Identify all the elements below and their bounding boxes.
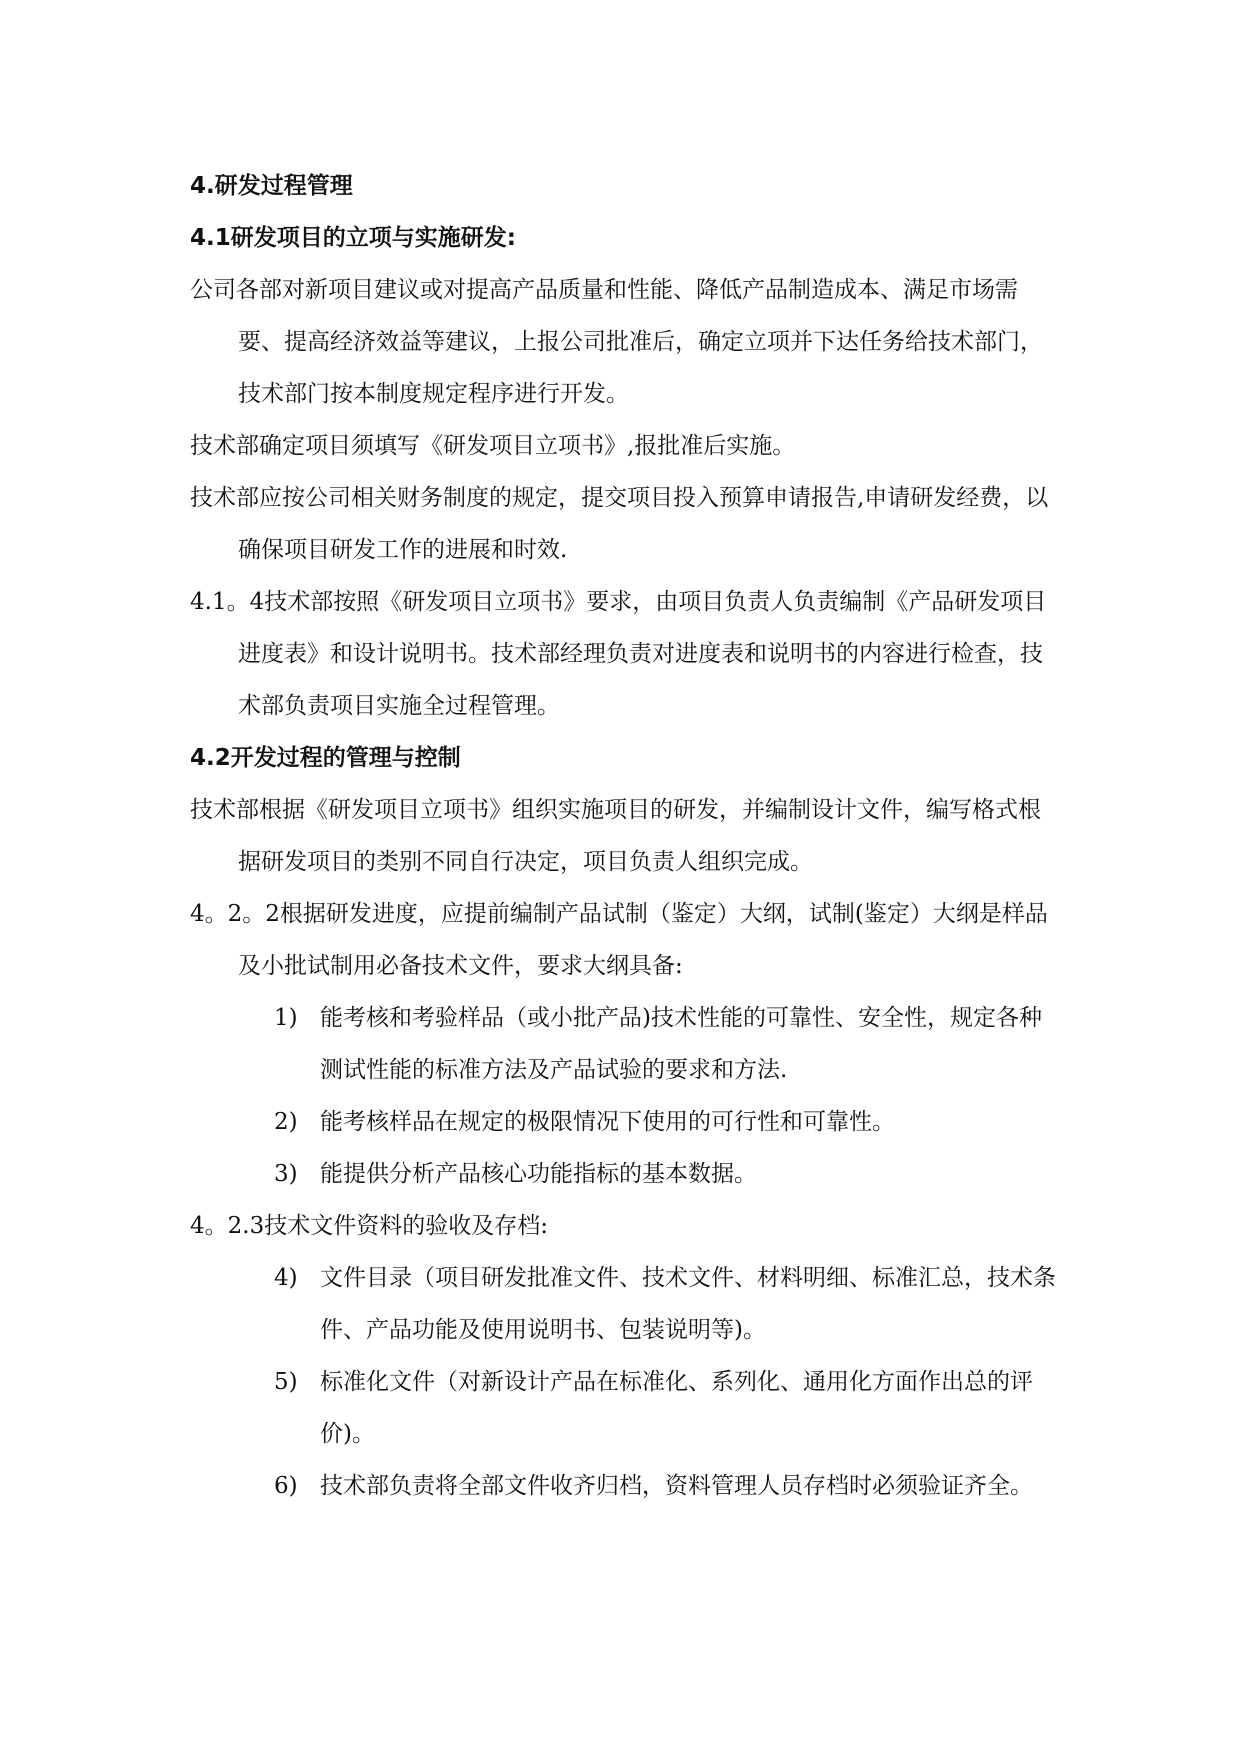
paragraph: 技术部根据《研发项目立项书》组织实施项目的研发，并编制设计文件，编写格式根据研发项目的类别不同自行决定，项目负责人组织完成。: [190, 797, 1041, 875]
paragraph: 公司各部对新项目建议或对提高产品质量和性能、降低产品制造成本、满足市场需要、提高经济效益等建议，上报公司批准后，确定立项并下达任务给技术部门，技术部门按本制度规定程序进行开发。: [190, 277, 1043, 407]
list-item: [190, 1148, 1060, 1200]
list-item-text: 能提供分析产品核心功能指标的基本数据。: [320, 1161, 757, 1187]
list-item: [190, 1252, 1060, 1356]
list-item-text: 能考核样品在规定的极限情况下使用的可行性和可靠性。: [320, 1109, 895, 1135]
list-number: 5): [274, 1369, 298, 1395]
paragraph: 4.1。4技术部按照《研发项目立项书》要求，由项目负责人负责编制《产品研发项目进度表》和设计说明书。技术部经理负责对进度表和说明书的内容进行检查，技术部负责项目实施全过程管理。: [190, 589, 1047, 719]
list-item: [190, 1356, 1060, 1460]
paragraph: 技术部确定项目须填写《研发项目立项书》,报批准后实施。: [190, 433, 796, 459]
document-body: [190, 160, 1060, 1512]
paragraph: 技术部应按公司相关财务制度的规定，提交项目投入预算申请报告,申请研发经费，以确保项目研发工作的进展和时效.: [190, 485, 1049, 563]
list-number: 2): [274, 1109, 298, 1135]
section-heading: 4.研发过程管理: [190, 173, 353, 199]
list-number: 3): [274, 1161, 298, 1187]
paragraph: 4。2。2根据研发进度，应提前编制产品试制（鉴定）大纲，试制(鉴定）大纲是样品及小批试制用必备技术文件，要求大纲具备:: [190, 901, 1048, 979]
paragraph: 4。2.3技术文件资料的验收及存档:: [190, 1213, 548, 1239]
list-item: [190, 992, 1060, 1096]
subsection-heading-4-1: 4.1研发项目的立项与实施研发:: [190, 225, 516, 251]
list-number: 4): [274, 1265, 298, 1291]
subsection-heading-4-2: 4.2开发过程的管理与控制: [190, 745, 461, 771]
list-item-text: 文件目录（项目研发批准文件、技术文件、材料明细、标准汇总，技术条件、产品功能及使用说明书、包装说明等)。: [320, 1265, 1056, 1343]
list-item-text: 技术部负责将全部文件收齐归档，资料管理人员存档时必须验证齐全。: [320, 1473, 1033, 1499]
list-number: 6): [274, 1473, 298, 1499]
list-item: [190, 1460, 1060, 1512]
list-item: [190, 1096, 1060, 1148]
list-number: 1): [274, 1005, 298, 1031]
list-item-text: 能考核和考验样品（或小批产品)技术性能的可靠性、安全性，规定各种测试性能的标准方法及产品试验的要求和方法.: [320, 1005, 1042, 1083]
list-item-text: 标准化文件（对新设计产品在标准化、系列化、通用化方面作出总的评价)。: [320, 1369, 1033, 1447]
